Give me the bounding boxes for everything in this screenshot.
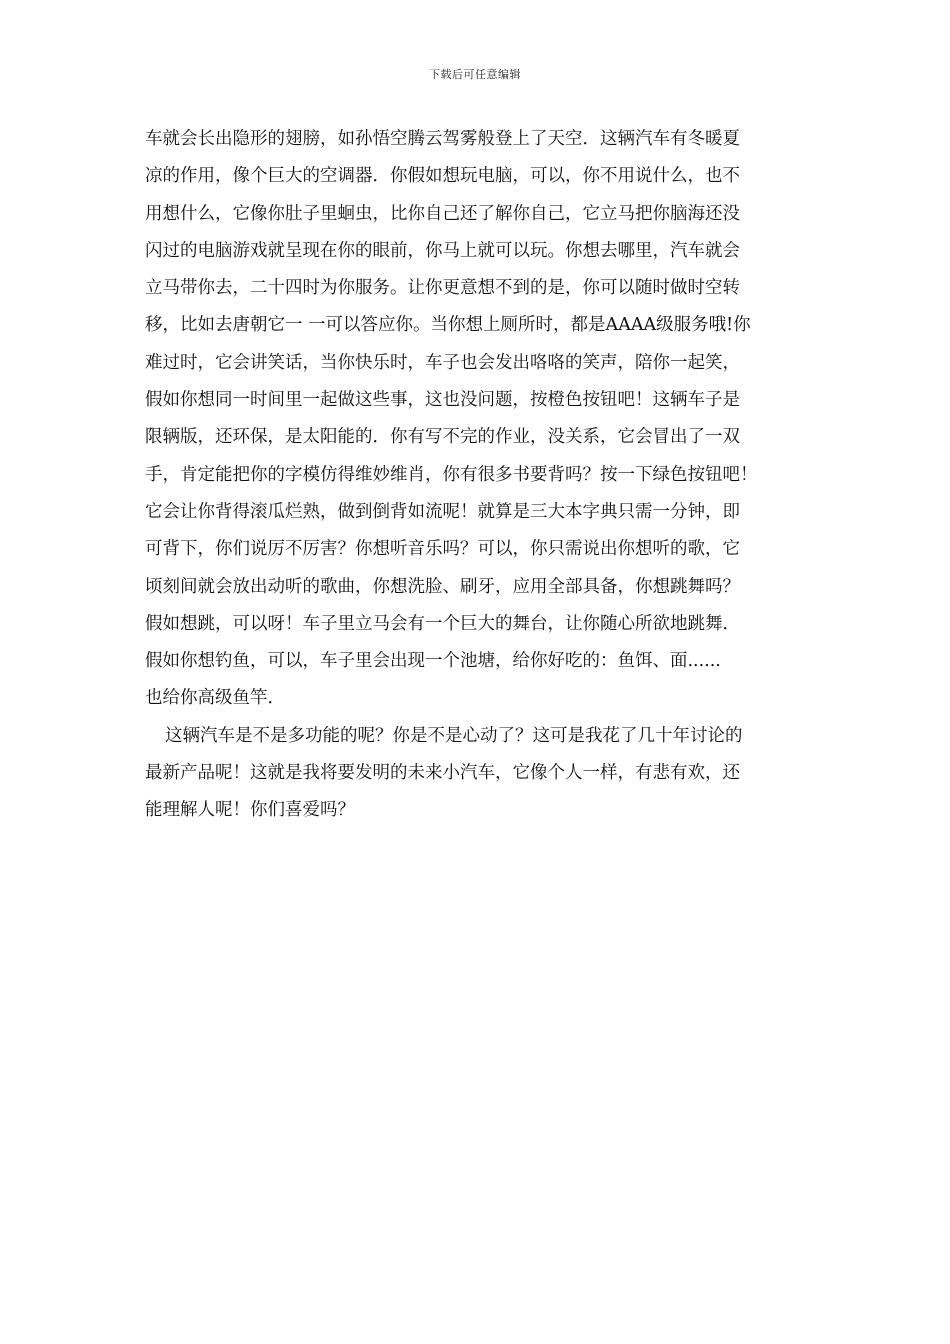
text-line: 它会让你背得滚瓜烂熟，做到倒背如流呢！就算是三大本字典只需一分钟，即 xyxy=(145,501,740,522)
text-line: 立马带你去，二十四时为你服务。让你更意想不到的是，你可以随时做时空转 xyxy=(145,278,740,299)
text-line: 假如你想同一时间里一起做这些事，这也没问题，按橙色按钮吧！这辆车子是 xyxy=(145,390,740,411)
text-line: 闪过的电脑游戏就呈现在你的眼前，你马上就可以玩。你想去哪里，汽车就会 xyxy=(145,240,740,261)
text-line: 难过时，它会讲笑话，当你快乐时，车子也会发出咯咯的笑声，陪你一起笑， xyxy=(145,352,740,373)
text-line: 限辆版，还环保，是太阳能的．你有写不完的作业，没关系，它会冒出了一双 xyxy=(145,427,740,448)
text-line: 顷刻间就会放出动听的歌曲，你想洗脸、刷牙，应用全部具备，你想跳舞吗？ xyxy=(145,576,740,597)
document-body xyxy=(145,121,821,830)
text-line: 能理解人呢！你们喜爱吗？ xyxy=(145,800,355,821)
text-line: 也给你高级鱼竿． xyxy=(145,688,285,709)
paragraph-start-line: 这辆汽车是不是多功能的呢？你是不是心动了？这可是我花了几十年讨论的 xyxy=(165,725,743,746)
text-line: 用想什么，它像你肚子里蛔虫，比你自己还了解你自己，它立马把你脑海还没 xyxy=(145,203,740,224)
text-line: 假如你想钓鱼，可以，车子里会出现一个池塘，给你好吃的：鱼饵、面...... xyxy=(145,651,721,672)
text-line: 移，比如去唐朝它一 一可以答应你。当你想上厕所时，都是AAAA级服务哦!你 xyxy=(145,315,751,336)
page-header: 下载后可任意编辑 xyxy=(429,68,521,81)
text-line: 车就会长出隐形的翅膀，如孙悟空腾云驾雾般登上了天空．这辆汽车有冬暖夏 xyxy=(145,129,740,149)
text-line: 最新产品呢！这就是我将要发明的未来小汽车，它像个人一样，有悲有欢，还 xyxy=(145,763,740,784)
text-line: 凉的作用，像个巨大的空调器．你假如想玩电脑，可以，你不用说什么，也不 xyxy=(145,166,740,187)
text-line: 可背下，你们说厉不厉害？你想听音乐吗？可以，你只需说出你想听的歌，它 xyxy=(145,539,740,560)
text-line: 手，肯定能把你的字模仿得维妙维肖，你有很多书要背吗？按一下绿色按钮吧！ xyxy=(145,464,758,485)
text-line: 假如想跳，可以呀！车子里立马会有一个巨大的舞台，让你随心所欲地跳舞． xyxy=(145,613,740,634)
